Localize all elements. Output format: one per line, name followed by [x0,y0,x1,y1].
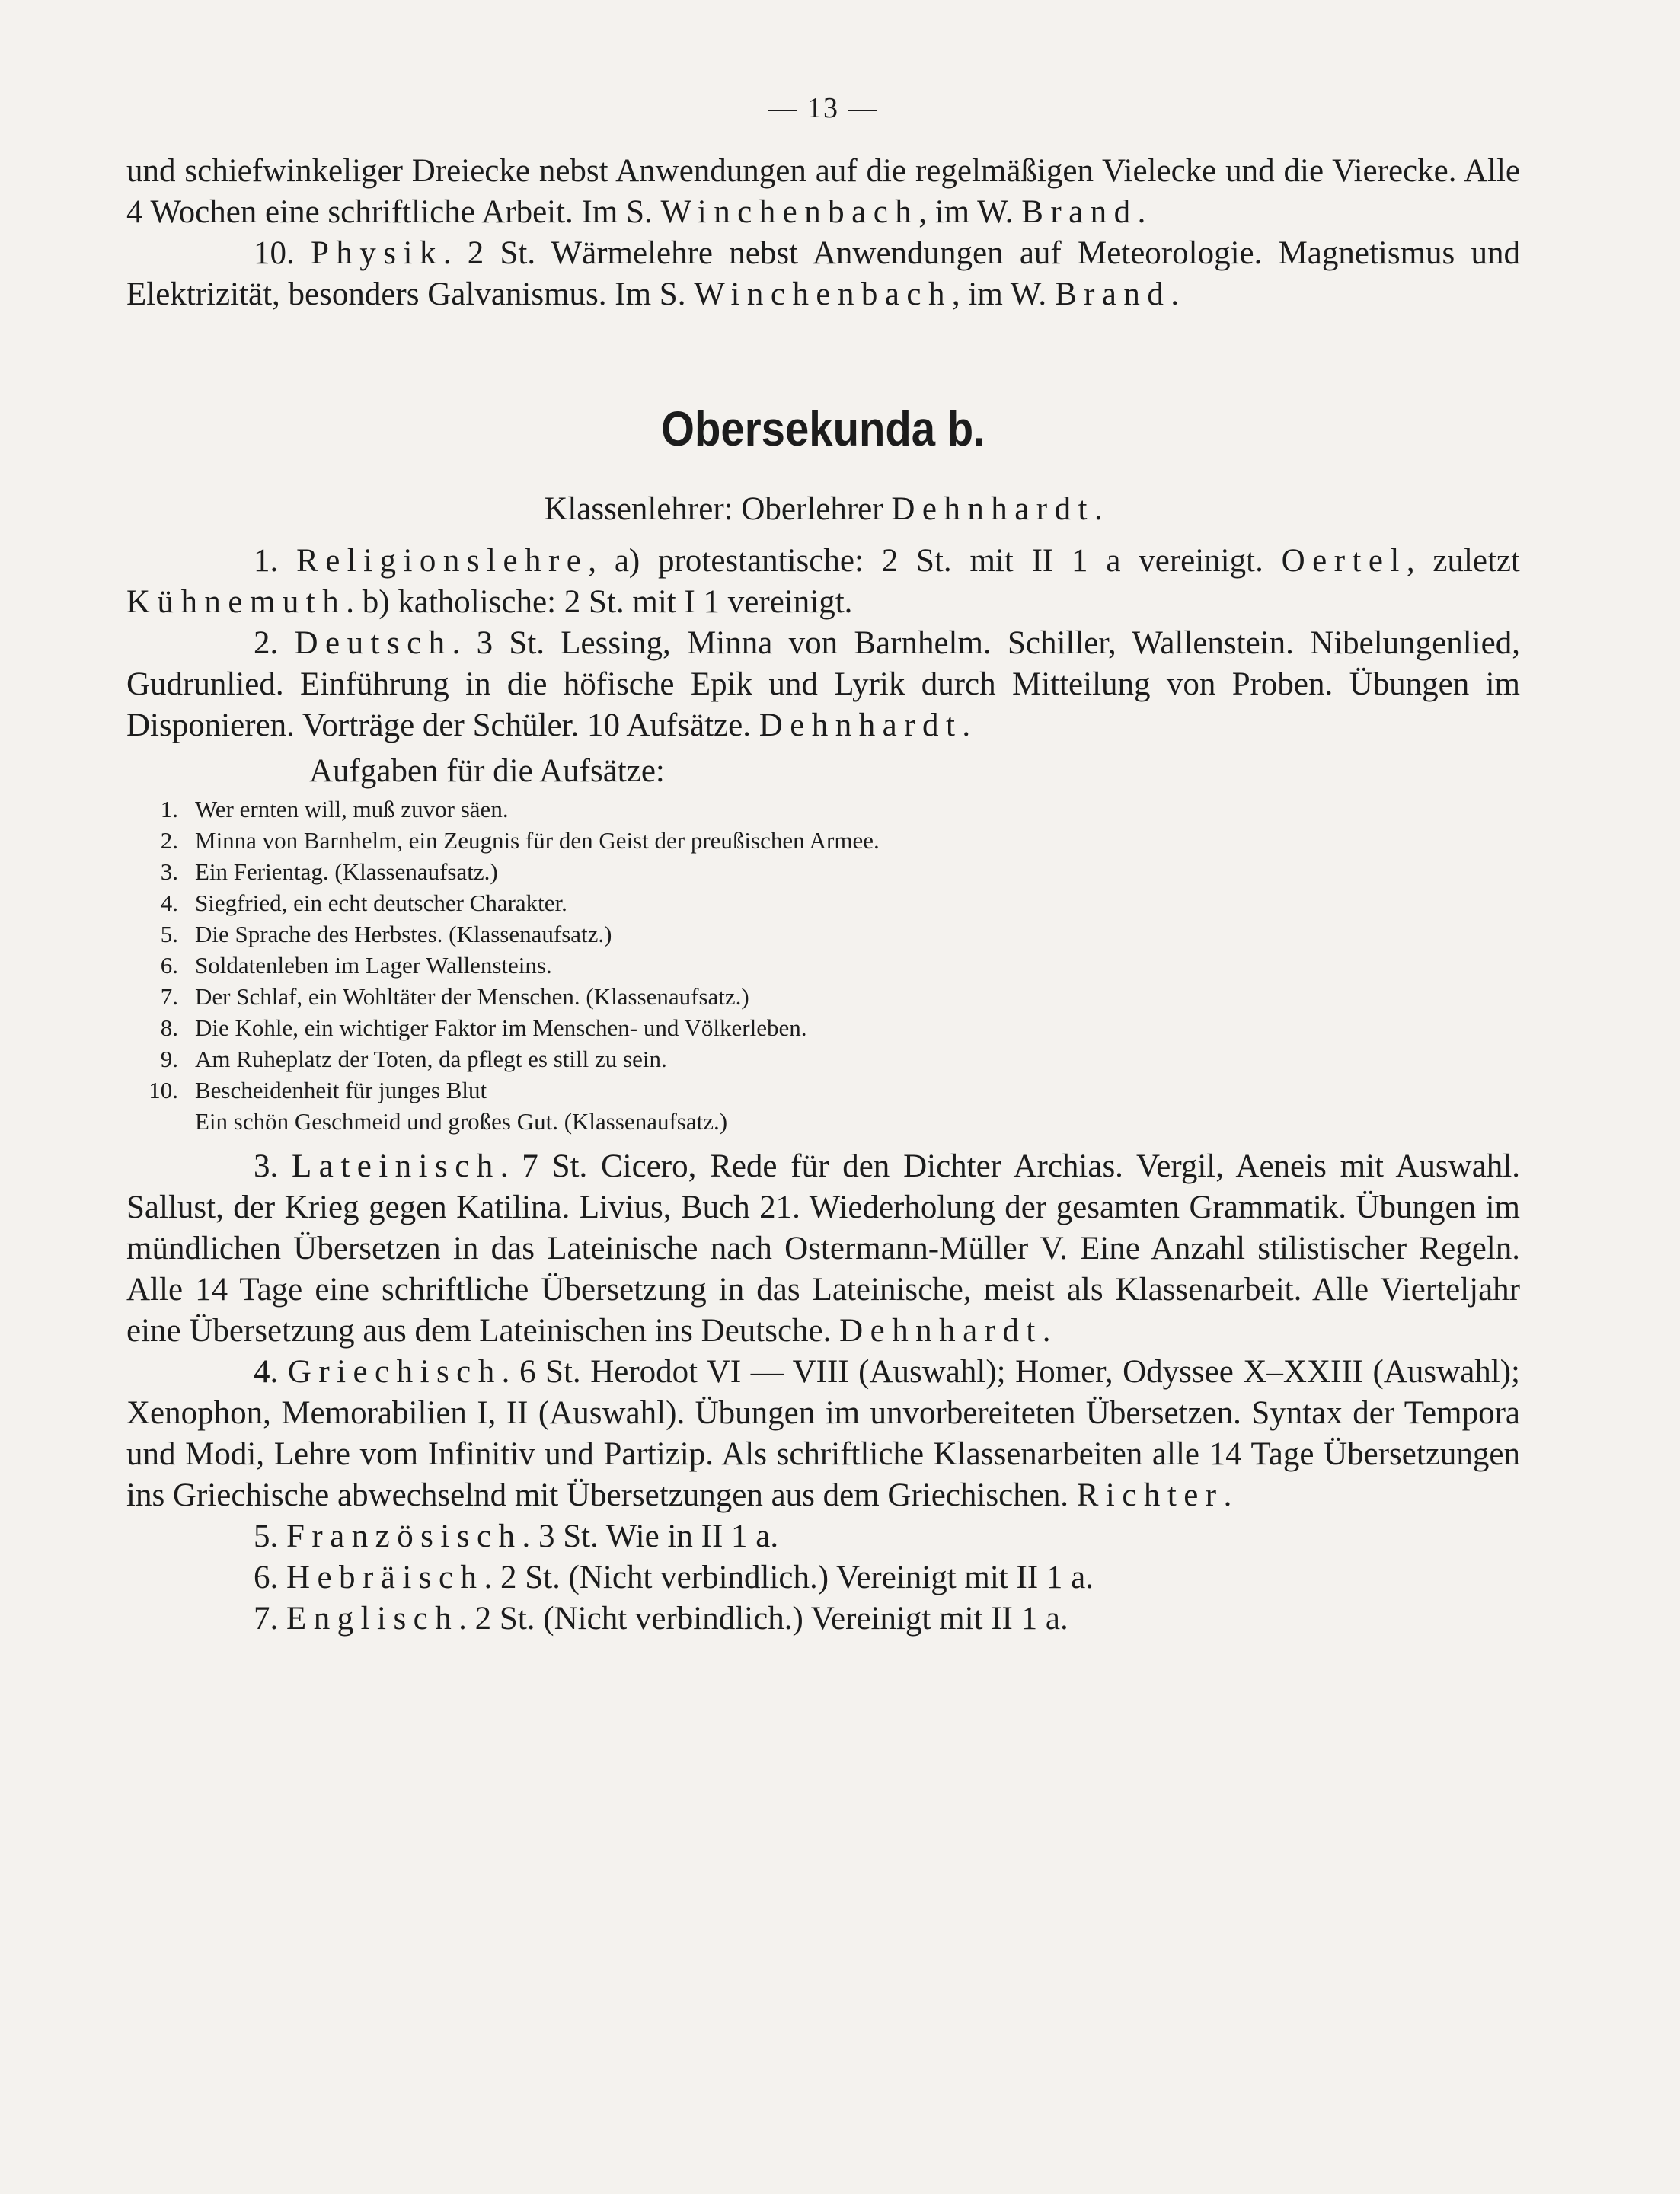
document-page [126,91,1520,1640]
class-teacher [126,489,1520,530]
franzoesisch-num: 5. [254,1519,279,1554]
deutsch-end: . [962,707,971,743]
physics-teacher-winter: Brand [1054,276,1171,312]
englisch-num: 7. [254,1601,279,1637]
subject-deutsch [126,623,1520,746]
essay-topics-list [126,794,1520,1137]
latein-teacher: Dehnhardt [839,1313,1043,1349]
essay-topics-heading: Aufgaben für die Aufsätze: [309,753,665,789]
subject-englisch [126,1598,1520,1640]
topic-number: 8. [160,1014,178,1041]
math-teacher-winter: Brand [1021,194,1138,230]
list-item [126,825,1520,856]
franzoesisch-name: Französisch [286,1519,522,1554]
physics-num: 10. [254,235,295,271]
topic-text: Am Ruheplatz der Toten, da pflegt es still zu sein. [195,1046,667,1072]
latein-text: . 7 St. Cicero, Rede für den Dichter Archias. Vergil, Aeneis mit Auswahl. Sallust, der Krieg gegen Katilina. Livius, Buch 21. Wiederholung der gesamten Grammatik. Übungen im mündlichen Übersetzen in das Lateinische nach Ostermann-Müller V. Eine Anzahl stilistischer Regeln. Alle 14 Tage eine schriftliche Übersetzung in das Lateinische, meist als Klassenarbeit. Alle Vierteljahr eine Übersetzung aus dem Lateinischen ins Deutsche. [126,1148,1521,1349]
religion-teacher-2: Kühnemuth [126,584,347,620]
griechisch-teacher: Richter [1076,1477,1224,1513]
subject-religion [126,541,1520,623]
topic-text: Minna von Barnhelm, ein Zeugnis für den Geist der preußischen Armee. [195,827,880,854]
hebraeisch-num: 6. [254,1560,279,1595]
englisch-text: . 2 St. (Nicht verbindlich.) Vereinigt mit II 1 a. [458,1601,1068,1637]
list-item [126,1075,1520,1137]
subject-griechisch [126,1352,1520,1516]
englisch-name: Englisch [286,1601,459,1637]
section-title: Obersekunda b. [661,401,985,456]
topic-text: Die Kohle, ein wichtiger Faktor im Menschen- und Völkerleben. [195,1014,807,1041]
latein-num: 3. [254,1148,279,1184]
griechisch-num: 4. [254,1354,279,1390]
deutsch-name: Deutsch [294,625,452,661]
physics-paragraph [126,233,1520,315]
list-item [126,794,1520,825]
latein-end: . [1042,1313,1051,1349]
religion-text-2: , zuletzt [1406,543,1520,579]
topic-line-2: Ein schön Geschmeid und großes Gut. (Klassenaufsatz.) [195,1108,728,1135]
class-teacher-label: Klassenlehrer: Oberlehrer [544,491,883,527]
topic-number: 2. [160,827,178,854]
list-item [126,981,1520,1012]
religion-text-3: . b) katholische: 2 St. mit I 1 vereinigt. [346,584,853,620]
physics-text-1: . 2 St. Wärmelehre nebst Anwendungen auf Meteorologie. Magnetismus und Elektrizität, besonders Galvanismus. Im S. [126,235,1521,312]
page-number: — 13 — [768,92,879,124]
topic-number: 3. [160,858,178,885]
math-text-2: , im W. [918,194,1014,230]
deutsch-teacher: Dehnhardt [759,707,963,743]
religion-name: Religionslehre [296,543,589,579]
class-teacher-end: . [1094,491,1103,527]
topic-number: 4. [160,889,178,916]
deutsch-num: 2. [254,625,279,661]
math-end: . [1137,194,1146,230]
griechisch-end: . [1223,1477,1232,1513]
list-item [126,856,1520,887]
topic-text: Die Sprache des Herbstes. (Klassenaufsatz.) [195,921,612,947]
subject-latein [126,1146,1520,1352]
religion-text-1: , a) protestantische: 2 St. mit II 1 a vereinigt. [588,543,1263,579]
physics-text-2: , im W. [951,276,1047,312]
topic-text: Ein Ferientag. (Klassenaufsatz.) [195,858,498,885]
topic-number: 7. [160,983,178,1010]
topic-text: Wer ernten will, muß zuvor säen. [195,796,509,822]
list-item [126,918,1520,950]
griechisch-text: . 6 St. Herodot VI — VIII (Auswahl); Homer, Odyssee X–XXIII (Auswahl); Xenophon, Memorabilien I, II (Auswahl). Übungen im unvorbereiteten Übersetzen. Syntax der Tempora und Modi, Lehre vom Infinitiv und Partizip. Als schriftliche Klassenarbeiten alle 14 Tage Übersetzungen ins Griechische abwechselnd mit Übersetzungen aus dem Griechischen. [126,1354,1520,1513]
math-text-1: und schiefwinkeliger Dreiecke nebst Anwendungen auf die regelmäßigen Vielecke und die Vierecke. Alle 4 Wochen eine schriftliche Arbeit. Im S. [126,153,1520,230]
topic-text: Der Schlaf, ein Wohltäter der Menschen. (Klassenaufsatz.) [195,983,749,1010]
subject-hebraeisch [126,1557,1520,1598]
list-item [126,950,1520,981]
physics-end: . [1171,276,1180,312]
religion-num: 1. [254,543,279,579]
subject-franzoesisch [126,1516,1520,1557]
topic-number: 10. [149,1077,178,1103]
physics-subject: Physik [310,235,443,271]
topic-number: 5. [160,921,178,947]
physics-teacher-summer: Winchenbach [694,276,952,312]
griechisch-name: Griechisch [287,1354,502,1390]
list-item [126,1043,1520,1075]
franzoesisch-text: . 3 St. Wie in II 1 a. [522,1519,779,1554]
topic-text: Soldatenleben im Lager Wallensteins. [195,952,552,979]
hebraeisch-text: . 2 St. (Nicht verbindlich.) Vereinigt mit II 1 a. [484,1560,1094,1595]
topic-number: 6. [160,952,178,979]
topic-number: 1. [160,796,178,822]
math-teacher-summer: Winchenbach [660,194,919,230]
list-item [126,887,1520,918]
class-teacher-name: Dehnhardt [891,491,1094,527]
list-item [126,1012,1520,1043]
topic-text: Siegfried, ein echt deutscher Charakter. [195,889,567,916]
topic-number: 9. [160,1046,178,1072]
deutsch-text: . 3 St. Lessing, Minna von Barnhelm. Schiller, Wallenstein. Nibelungenlied, Gudrunlied. Einführung in die höfische Epik und Lyrik durch Mitteilung von Proben. Übungen im Disponieren. Vorträge der Schüler. 10 Aufsätze. [126,625,1520,743]
topic-line-1: Bescheidenheit für junges Blut [195,1077,487,1103]
latein-name: Lateinisch [292,1148,500,1184]
mathematics-continuation [126,151,1520,233]
topic-text [195,1075,1520,1137]
religion-teacher-1: Oertel [1281,543,1407,579]
hebraeisch-name: Hebräisch [286,1560,484,1595]
